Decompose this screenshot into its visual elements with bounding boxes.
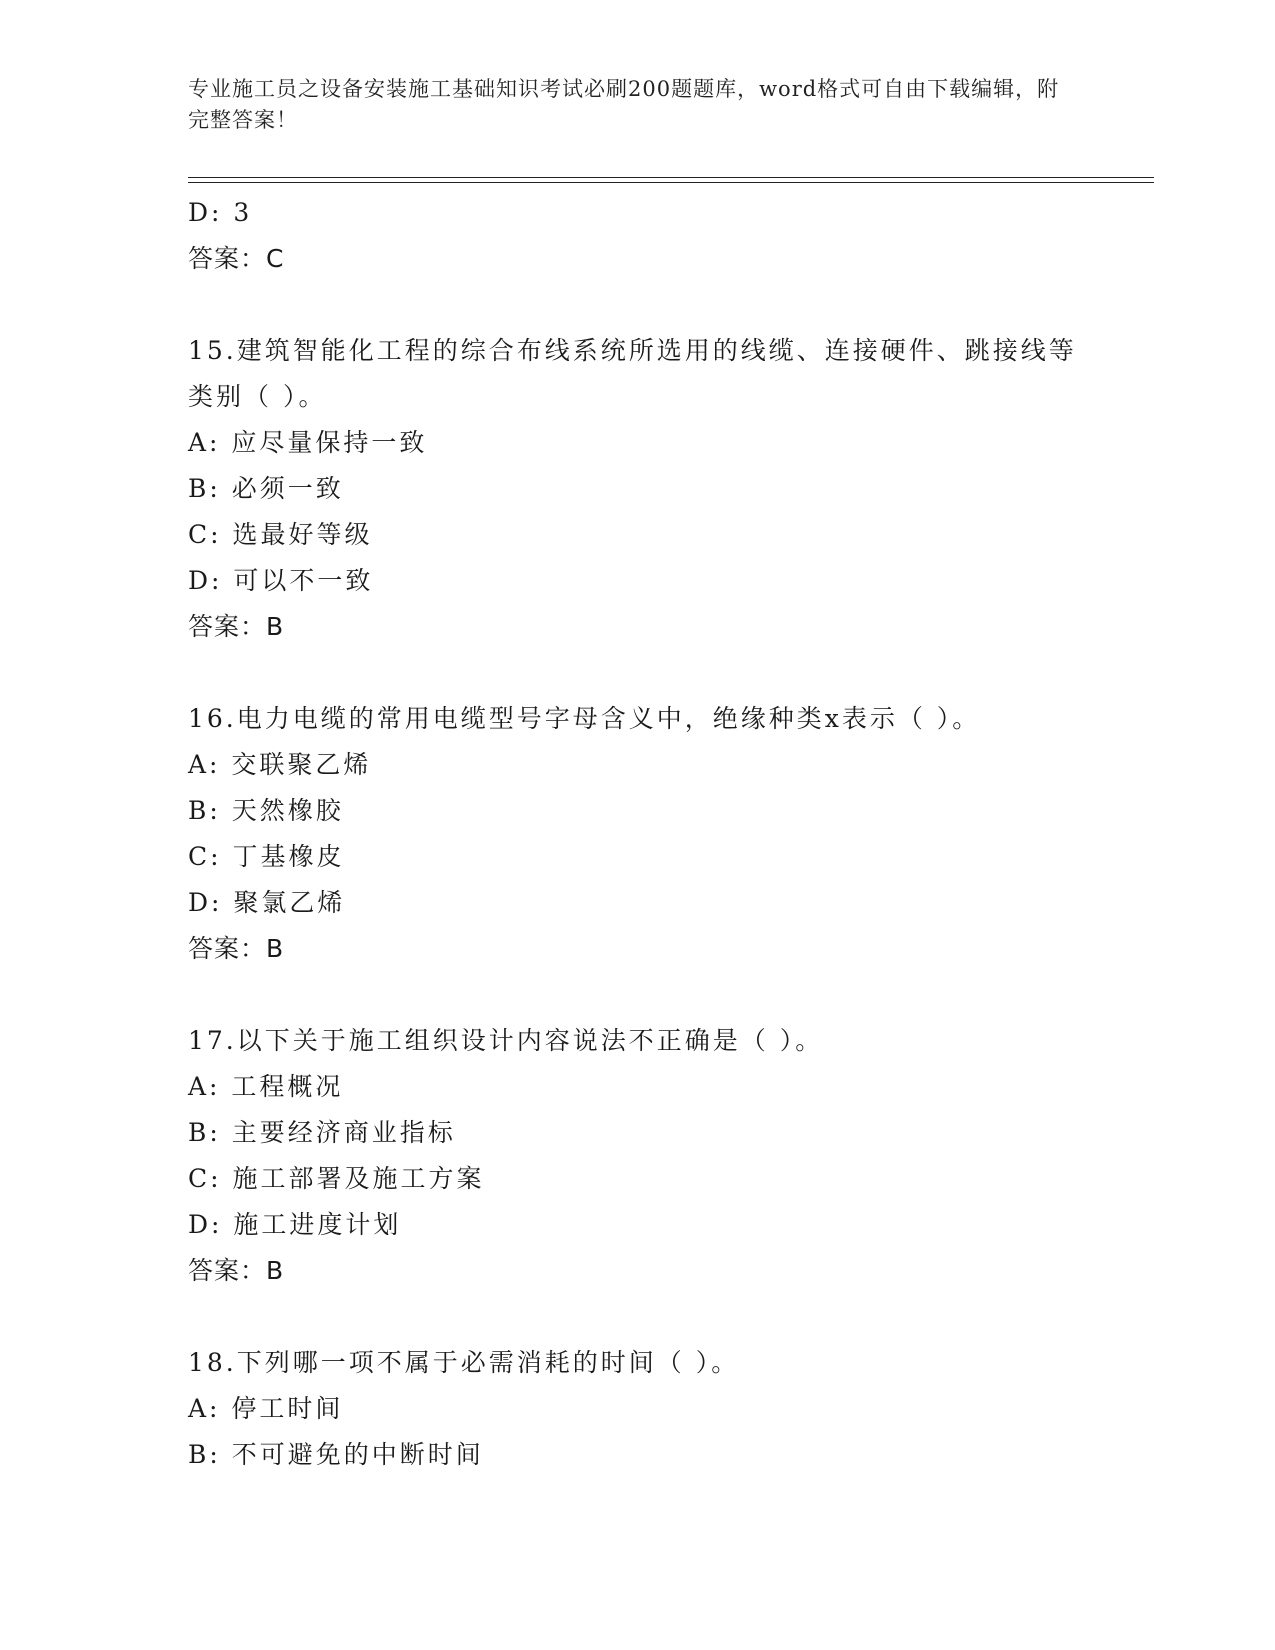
option-a: A: 停工时间 xyxy=(188,1394,344,1423)
question-16 xyxy=(188,696,1108,972)
option-d: D: 3 xyxy=(188,198,253,227)
option-a: A: 应尽量保持一致 xyxy=(188,428,428,457)
spacer xyxy=(188,972,1108,1018)
question-stem: 17.以下关于施工组织设计内容说法不正确是（ ）。 xyxy=(188,1026,824,1055)
option-c: C: 选最好等级 xyxy=(188,520,373,549)
page-header: 专业施工员之设备安装施工基础知识考试必刷200题题库，word格式可自由下载编辑，附完整答案！ xyxy=(188,77,1060,132)
question-18 xyxy=(188,1340,1108,1478)
option-c: C: 丁基橡皮 xyxy=(188,842,345,871)
question-list xyxy=(188,190,1108,1478)
question-stem: 15.建筑智能化工程的综合布线系统所选用的线缆、连接硬件、跳接线等类别（ ）。 xyxy=(188,336,1077,411)
question-stem: 16.电力电缆的常用电缆型号字母含义中，绝缘种类x表示（ ）。 xyxy=(188,704,981,733)
spacer xyxy=(188,282,1108,328)
question-stem: 18.下列哪一项不属于必需消耗的时间（ ）。 xyxy=(188,1348,740,1377)
header-divider-top xyxy=(188,177,1154,178)
answer: 答案：B xyxy=(188,934,285,963)
option-b: B: 必须一致 xyxy=(188,474,344,503)
spacer xyxy=(188,650,1108,696)
header-divider-bottom xyxy=(188,182,1154,183)
option-b: B: 主要经济商业指标 xyxy=(188,1118,456,1147)
option-d: D: 聚氯乙烯 xyxy=(188,888,346,917)
question-17 xyxy=(188,1018,1108,1294)
answer: 答案：C xyxy=(188,244,285,273)
option-d: D: 施工进度计划 xyxy=(188,1210,402,1239)
option-b: B: 不可避免的中断时间 xyxy=(188,1440,484,1469)
option-a: A: 交联聚乙烯 xyxy=(188,750,372,779)
option-d: D: 可以不一致 xyxy=(188,566,374,595)
question-15 xyxy=(188,328,1108,650)
option-a: A: 工程概况 xyxy=(188,1072,344,1101)
answer: 答案：B xyxy=(188,612,285,641)
spacer xyxy=(188,1294,1108,1340)
option-b: B: 天然橡胶 xyxy=(188,796,344,825)
answer: 答案：B xyxy=(188,1256,285,1285)
option-c: C: 施工部署及施工方案 xyxy=(188,1164,485,1193)
